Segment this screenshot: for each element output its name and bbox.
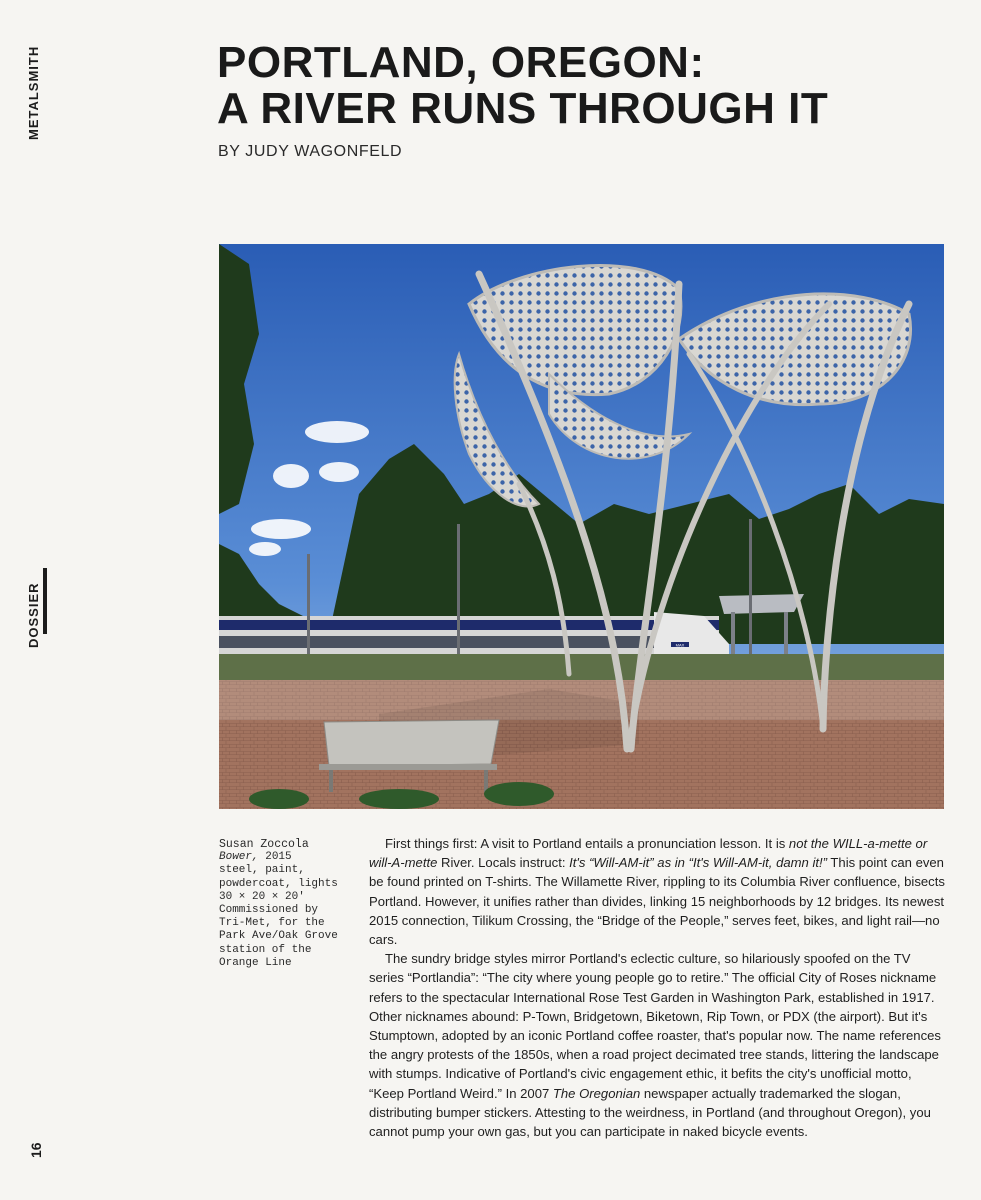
caption-year: 2015 [265, 851, 292, 864]
article-title [217, 40, 828, 132]
train-logo: MAX [675, 642, 685, 648]
caption-title: Bower, [219, 851, 259, 864]
section-rule [43, 568, 47, 634]
p2-text-a: The sundry bridge styles mirror Portland's eclectic culture, so hilariously spoofed on the TV series “Portlandia”: “The city where young people go to retire.” The official City of Roses nickname refers to the spectacular International Rose Test Garden in Washington Park, established in 1917. Other nicknames abound: P-Town, Bridgetown, Biketown, Rip Town, or PDX (the airport). But it's Stumptown, adopted by an iconic Portland coffee roaster, that's popular now. The name references the angry protests of the 1850s, when a road project decimated tree stands, littering the landscape with stumps. Indicative of Portland's civic engagement ethic, it befits the city's unofficial motto, “Keep Portland Weird.” In 2007 [369, 951, 941, 1101]
caption-note-4: station of the [219, 943, 312, 956]
byline: BY JUDY WAGONFELD [218, 143, 403, 160]
p1-italic-b: It's “Will-AM-it” as in “It's Will-AM-it, damn it!” [569, 855, 828, 871]
p2-publication: The Oregonian [552, 1085, 641, 1101]
section-label: DOSSIER [26, 582, 41, 648]
paragraph-2 [369, 949, 945, 1141]
p1-text-a: First things first: A visit to Portland entails a pronunciation lesson. It is [385, 836, 789, 851]
title-line-2: A RIVER RUNS THROUGH IT [217, 84, 829, 133]
title-line-1: PORTLAND, OREGON: [217, 38, 705, 87]
p1-text-c: This point can even be found printed on T-shirts. The Willamette River, rippling to its Columbia River confluence, bisects Portland. However, it unifies rather than divides, linking 15 neighborhoods by 12 bridges. Its newest 2015 connection, Tilikum Crossing, the “Bridge of the People,” serves feet, bikes, and light rail—no cars. [369, 855, 945, 948]
paragraph-1 [369, 834, 945, 949]
caption-note-1: Commissioned by [219, 904, 319, 917]
p2-text-b: newspaper actually trademarked the slogan, distributing bumper stickers. Attesting to the weirdness, in Portland (and throughout Oregon), you cannot pump your own gas, but you can participate in naked bicycle events. [369, 1085, 931, 1140]
caption-note-2: Tri-Met, for the [219, 917, 325, 930]
caption-work [219, 851, 359, 864]
photo-caption [219, 838, 359, 970]
magazine-name: METALSMITH [26, 45, 41, 140]
p1-text-b: River. Locals instruct: [437, 855, 570, 871]
caption-note-5: Orange Line [219, 956, 292, 969]
caption-dimensions: 30 × 20 × 20' [219, 890, 305, 903]
caption-artist: Susan Zoccola [219, 838, 309, 851]
article-body [369, 834, 945, 1141]
caption-materials: steel, paint, [219, 864, 305, 877]
sculpture-photo [219, 244, 944, 809]
p1-italic-a: not the WILL-a-mette or will-A-mette [369, 836, 928, 871]
caption-materials-2: powdercoat, lights [219, 877, 338, 890]
page-number: 16 [28, 1142, 44, 1158]
caption-note-3: Park Ave/Oak Grove [219, 930, 338, 943]
planting-strip [219, 654, 944, 680]
